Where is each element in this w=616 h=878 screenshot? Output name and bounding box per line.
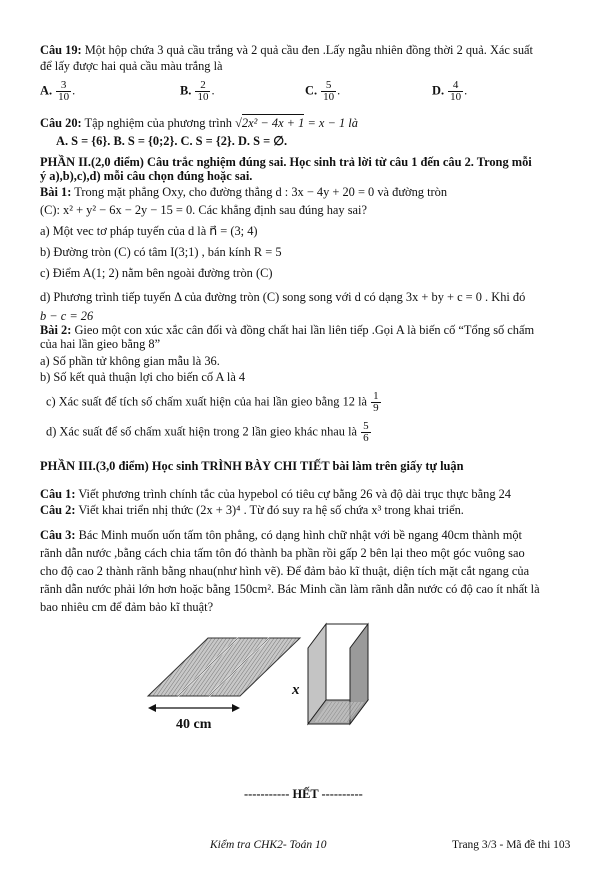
q20-label: Câu 20: [40,116,82,130]
bai1-line2: (C): x² + y² − 6x − 2y − 15 = 0. Các khẳng định sau đúng hay sai? [40,203,367,217]
bai2-d-fraction: $\frac{5}{6}$ [363,420,369,444]
bai2-item-a: a) Số phần tử không gian mẫu là 36. [40,354,220,368]
q19-option-a: A. $\frac{3}{10}$ . [40,79,76,103]
p3-cau2: Câu 2: Viết khai triển nhị thức (2x + 3)⁴ . Từ đó suy ra hệ số chứa x³ trong khai triển. [40,503,464,517]
footer-right: Trang 3/3 - Mã đề thi 103 [452,839,571,851]
option-fraction: $\frac{5}{10}$ [323,79,335,103]
height-label: x [292,682,300,698]
bai1-item-d-cont: b − c = 26 [40,309,94,323]
option-fraction: $\frac{2}{10}$ [197,79,209,103]
footer-left: Kiểm tra CHK2- Toán 10 [210,839,327,851]
q20-radicand: 2x² − 4x + 1 [241,116,305,130]
q19-option-b: B. $\frac{2}{10}$ . [180,79,215,103]
p3-cau3-line2: rãnh dẫn nước ,bằng cách chia tấm tôn đó thành ba phần rồi gấp 2 bên lại theo một góc vuông sao [40,546,525,560]
bai1-item-d: d) Phương trình tiếp tuyến Δ của đường tròn (C) song song với d có dạng 3x + by + c = 0 . Khi đó [40,290,526,304]
option-key: A. [40,83,53,98]
bai2-c-fraction: $\frac{1}{9}$ [373,390,379,414]
bai1-item-a: a) Một vec tơ pháp tuyến của d là n⃗ = (3; 4) [40,224,258,238]
q20-options: A. S = {6}. B. S = {0;2}. C. S = {2}. D. S = ∅. [56,134,288,148]
bai2-line1: Bài 2: Gieo một con xúc xắc cân đối và đồng chất hai lần liên tiếp .Gọi A là biến cố “Tổng số chấm [40,323,535,337]
width-dimension-arrow [148,704,240,712]
bai1-item-c: c) Điểm A(1; 2) nằm bên ngoài đường tròn (C) [40,266,273,280]
part3-heading: PHẦN III.(3,0 điểm) Học sinh TRÌNH BÀY CHI TIẾT bài làm trên giấy tự luận [40,459,464,473]
bai2-item-b: b) Số kết quả thuận lợi cho biến cố A là 4 [40,370,246,384]
p3-cau3-line4: rãnh dẫn nước phải lớn hơn hoặc bằng 150cm². Bác Minh cần làm rãnh dẫn nước có độ cao ít nhất là [40,582,540,596]
q19-text: Một hộp chứa 3 quả cầu trắng và 2 quả cầu đen .Lấy ngẫu nhiên đồng thời 2 quả. Xác suất [84,43,533,57]
flat-sheet [148,638,300,696]
p3-cau3-line5: bao nhiêu cm để đảm bảo kĩ thuật? [40,600,214,614]
q20-line1: Câu 20: Tập nghiệm của phương trình √2x² − 4x + 1 = x − 1 là [40,116,358,130]
gutter-figure [130,608,390,738]
q19-option-c: C. $\frac{5}{10}$ . [305,79,341,103]
bai2-line2: của hai lần gieo bằng 8” [40,337,161,351]
folded-gutter [308,624,368,724]
bai1-line1: Bài 1: Trong mặt phẳng Oxy, cho đường thẳng d : 3x − 4y + 20 = 0 và đường tròn [40,185,448,199]
p3-cau1: Câu 1: Viết phương trình chính tắc của hypebol có tiêu cự bằng 26 và độ dài trục thực bằng 24 [40,487,512,501]
q19-label: Câu 19: [40,43,82,57]
part2-heading-line2: ý a),b),c),d) mỗi câu chọn đúng hoặc sai. [40,169,253,183]
bai2-item-d: d) Xác suất để số chấm xuất hiện trong 2 lần gieo khác nhau là $\frac{5}{6}$ [46,420,369,444]
p3-cau3-line3: cho độ cao 2 thành rãnh bằng nhau(như hình vẽ). Để đảm bảo kĩ thuật, diện tích mặt cắt ngang của [40,564,530,578]
part2-heading-line1: PHẦN II.(2,0 điểm) Câu trắc nghiệm đúng sai. Học sinh trả lời từ câu 1 đến câu 2. Trong mỗi [40,155,532,169]
option-key: B. [180,83,192,98]
bai1-label: Bài 1: [40,185,72,199]
q19-line1 [40,43,533,57]
p3-cau3-line1: Câu 3: Bác Minh muốn uốn tấm tôn phẳng, có dạng hình chữ nhật với bề ngang 40cm thành một [40,528,523,542]
option-fraction: $\frac{3}{10}$ [58,79,70,103]
end-mark: ----------- HẾT ---------- [244,787,363,801]
option-fraction: $\frac{4}{10}$ [450,79,462,103]
bai2-label: Bài 2: [40,323,72,337]
q19-option-d: D. $\frac{4}{10}$ . [432,79,468,103]
bai2-item-c: c) Xác suất để tích số chấm xuất hiện của hai lần gieo bằng 12 là $\frac{1}{9}$ [46,390,379,414]
width-label: 40 cm [176,717,212,732]
q19-line2: để lấy được hai quả cầu màu trắng là [40,59,223,73]
bai1-item-b: b) Đường tròn (C) có tâm I(3;1) , bán kính R = 5 [40,245,282,259]
option-key: C. [305,83,318,98]
option-key: D. [432,83,445,98]
